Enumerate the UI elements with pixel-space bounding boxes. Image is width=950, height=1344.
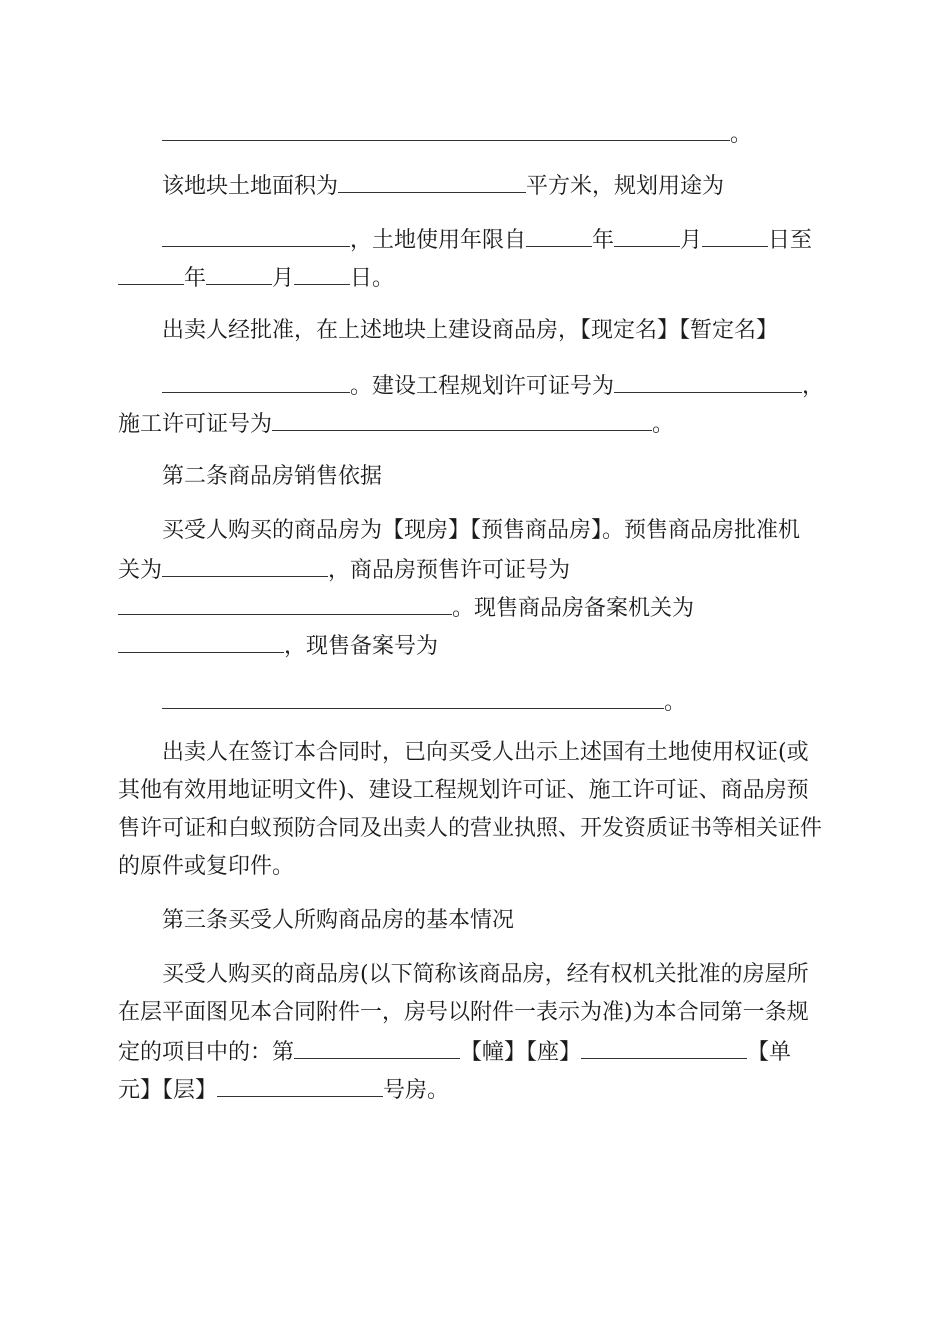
disclosure-text: 出卖人在签订本合同时，已向买受人出示上述国有土地使用权证(或 xyxy=(162,740,809,765)
article-2-text: 。现售商品房备案机关为 xyxy=(452,596,695,621)
article-3-heading xyxy=(162,906,514,936)
land-area-label: 该地块土地面积为 xyxy=(162,174,339,199)
article-3-text: 买受人购买的商品房(以下简称该商品房，经有权机关批准的房屋所 xyxy=(162,962,809,987)
article-2-text: 关为 xyxy=(118,558,163,583)
article-3-text: 在层平面图见本合同附件一，房号以附件一表示为准)为本合同第一条规 xyxy=(118,1000,809,1025)
article-2-line-2 xyxy=(118,554,570,584)
planned-use-blank[interactable] xyxy=(162,224,350,247)
article-3-text: 号房。 xyxy=(383,1078,450,1103)
end-year-blank[interactable] xyxy=(118,262,184,285)
filing-authority-blank[interactable] xyxy=(118,630,284,653)
disclosure-line-3 xyxy=(118,814,822,844)
presale-permit-blank[interactable] xyxy=(118,592,452,615)
construction-permit-blank[interactable] xyxy=(272,408,652,431)
disclosure-text: 其他有效用地证明文件)、建设工程规划许可证、施工许可证、商品房预 xyxy=(118,778,809,803)
presale-approval-authority-blank[interactable] xyxy=(162,554,328,577)
land-term-line xyxy=(162,224,812,254)
disclosure-line-4 xyxy=(118,852,294,882)
planned-use-label: 平方米，规划用途为 xyxy=(526,174,725,199)
day-to-label: 日至 xyxy=(768,228,813,253)
land-term-end-line xyxy=(118,262,394,292)
article-2-line-5 xyxy=(162,686,686,716)
land-area-line xyxy=(162,170,724,200)
planning-permit-line xyxy=(162,370,824,400)
project-name-line xyxy=(162,316,778,346)
article-2-line-4 xyxy=(118,630,438,660)
project-name-text: 出卖人经批准，在上述地块上建设商品房，【现定名】【暂定名】 xyxy=(162,318,779,343)
planning-permit-label: 。建设工程规划许可证号为 xyxy=(350,374,615,399)
building-number-blank[interactable] xyxy=(294,1036,460,1059)
article-2-text: 买受人购买的商品房为【现房】【预售商品房】。预售商品房批准机 xyxy=(162,518,801,543)
article-2-line-3 xyxy=(118,592,694,622)
article-3-line-4 xyxy=(118,1074,449,1104)
article-2-text: ，现售备案号为 xyxy=(284,634,439,659)
article-3-text: 元】【层】 xyxy=(118,1078,218,1103)
year-label: 年 xyxy=(592,228,615,253)
year-label: 年 xyxy=(184,266,207,291)
land-use-cert-line xyxy=(162,118,752,148)
comma-text: ， xyxy=(802,374,825,399)
month-label: 月 xyxy=(272,266,295,291)
article-3-line-1 xyxy=(162,960,809,990)
end-day-blank[interactable] xyxy=(294,262,350,285)
line-end-text: 。 xyxy=(730,122,753,147)
land-term-label: ，土地使用年限自 xyxy=(350,228,527,253)
article-2-text: 。 xyxy=(664,690,687,715)
article-2-heading xyxy=(162,462,382,492)
month-label: 月 xyxy=(680,228,703,253)
article-2-line-1 xyxy=(162,516,800,546)
period-text: 。 xyxy=(652,412,675,437)
construction-permit-label: 施工许可证号为 xyxy=(118,412,273,437)
filing-number-blank[interactable] xyxy=(162,686,664,709)
end-month-blank[interactable] xyxy=(206,262,272,285)
project-name-blank[interactable] xyxy=(162,370,350,393)
article-3-text: 【幢】【座】 xyxy=(460,1040,582,1065)
article-2-text: ，商品房预售许可证号为 xyxy=(328,558,571,583)
disclosure-text: 的原件或复印件。 xyxy=(118,854,295,879)
disclosure-line-2 xyxy=(118,776,809,806)
article-3-text: 【单 xyxy=(747,1040,792,1065)
start-day-blank[interactable] xyxy=(702,224,768,247)
unit-number-blank[interactable] xyxy=(581,1036,747,1059)
start-month-blank[interactable] xyxy=(614,224,680,247)
disclosure-text: 售许可证和白蚁预防合同及出卖人的营业执照、开发资质证书等相关证件 xyxy=(118,816,823,841)
article-3-line-3 xyxy=(118,1036,791,1066)
article-2-heading-text: 第二条商品房销售依据 xyxy=(162,464,383,489)
disclosure-line-1 xyxy=(162,738,809,768)
planning-permit-blank[interactable] xyxy=(614,370,802,393)
article-3-heading-text: 第三条买受人所购商品房的基本情况 xyxy=(162,908,515,933)
blank-field[interactable] xyxy=(162,118,730,141)
land-area-blank[interactable] xyxy=(338,170,526,193)
construction-permit-line xyxy=(118,408,674,438)
start-year-blank[interactable] xyxy=(526,224,592,247)
article-3-line-2 xyxy=(118,998,809,1028)
room-number-blank[interactable] xyxy=(217,1074,383,1097)
article-3-text: 定的项目中的：第 xyxy=(118,1040,295,1065)
day-label: 日。 xyxy=(350,266,395,291)
